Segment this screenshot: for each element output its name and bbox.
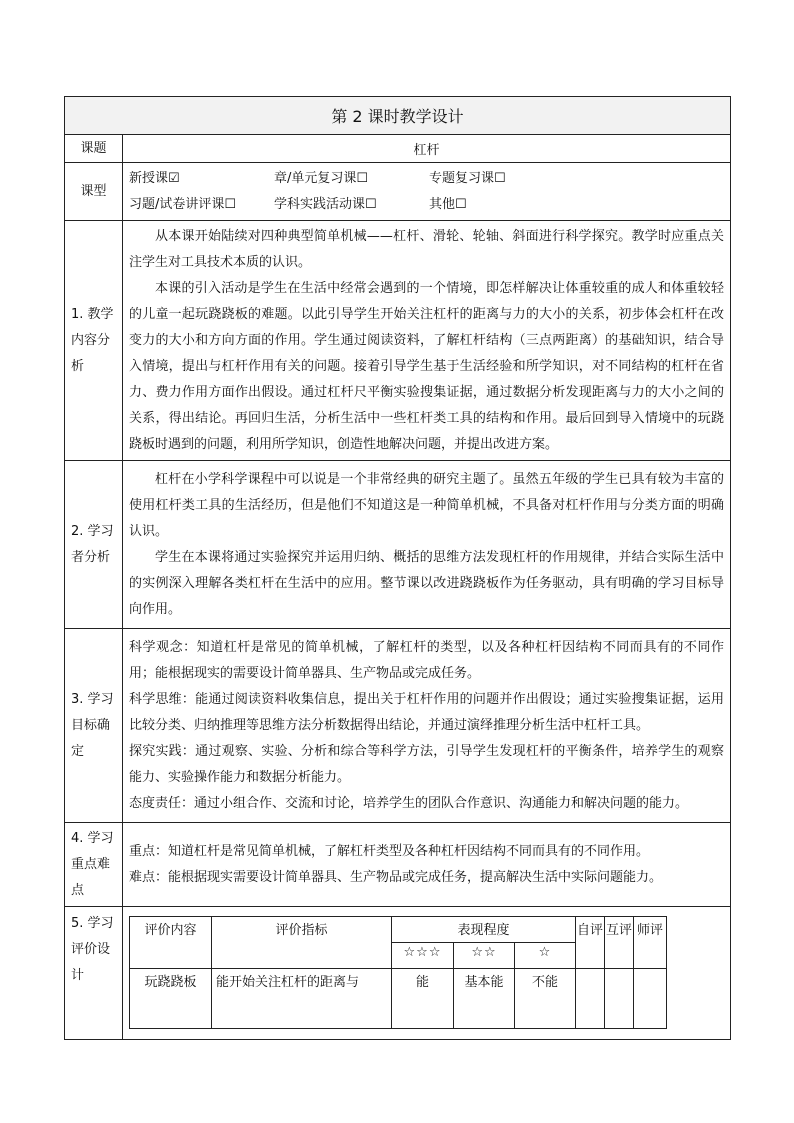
row-mutual-score[interactable] — [605, 969, 634, 1029]
section-label: 4. 学习重点难点 — [65, 823, 123, 907]
paragraph: 科学观念：知道杠杆是常见的简单机械，了解杠杆的类型，以及各种杠杆因结构不同而具有的不同作用；能根据现实的需要设计简单器具、生产物品或完成任务。 — [129, 639, 725, 681]
lesson-type-row — [129, 192, 724, 218]
header-content: 评价内容 — [130, 917, 212, 969]
paragraph: 科学思维：能通过阅读资料收集信息，提出关于杠杆作用的问题并作出假设；通过实验搜集证据，运用比较分类、归纳推理等思维方法分析数据得出结论，并通过演绎推理分析生活中杠杆工具。 — [129, 691, 725, 733]
section-label: 1. 教学内容分析 — [65, 221, 123, 461]
row-self-score[interactable] — [576, 969, 605, 1029]
section-content — [123, 629, 731, 823]
header-self: 自评 — [576, 917, 605, 969]
paragraph: 难点：能根据现实需要设计简单器具、生产物品或完成任务，提高解决生活中实际问题能力。 — [129, 869, 663, 885]
section-content — [123, 461, 731, 629]
paragraph: 态度责任：通过小组合作、交流和讨论，培养学生的团队合作意识、沟通能力和解决问题的能力。 — [129, 795, 689, 811]
header-indicator: 评价指标 — [212, 917, 392, 969]
paragraph: 探究实践：通过观察、实验、分析和综合等科学方法，引导学生发现杠杆的平衡条件，培养学生的观察能力、实验操作能力和数据分析能力。 — [129, 743, 725, 785]
paragraph: 学生在本课将通过实验探究并运用归纳、概括的思维方法发现杠杆的作用规律，并结合实际生活中的实例深入理解各类杠杆在生活中的应用。整节课以改进跷跷板作为任务驱动，具有明确的学习目标导向作用。 — [129, 549, 725, 617]
lesson-type-row — [129, 166, 724, 192]
lesson-plan-page — [64, 96, 730, 1040]
header-performance: 表现程度 — [392, 917, 576, 943]
topic-label: 课题 — [65, 135, 123, 163]
page-title: 第 2 课时教学设计 — [65, 97, 731, 135]
row-indicator: 能开始关注杠杆的距离与 — [212, 969, 392, 1029]
row-level: 基本能 — [454, 969, 515, 1029]
paragraph: 从本课开始陆续对四种典型简单机械——杠杆、滑轮、轮轴、斜面进行科学探究。教学时应重点关注学生对工具技术本质的认识。 — [129, 228, 725, 270]
level-three-stars: ☆☆☆ — [392, 943, 454, 969]
lesson-type-option: 章/单元复习课☐ — [274, 170, 369, 186]
level-two-stars: ☆☆ — [454, 943, 515, 969]
section-content — [123, 823, 731, 907]
header-mutual: 互评 — [605, 917, 634, 969]
paragraph: 本课的引入活动是学生在生活中经常会遇到的一个情境，即怎样解决让体重较重的成人和体重较轻的儿童一起玩跷跷板的难题。以此引导学生开始关注杠杆的距离与力的大小的关系，初步体会杠杆在改变力的大小和方向方面的作用。学生通过阅读资料，了解杠杆结构（三点两距离）的基础知识，结合导入情境，提出与杠杆作用有关的问题。接着引导学生基于生活经验和所学知识，对不同结构的杠杆在省力、费力作用方面作出假设。通过杠杆尺平衡实验搜集证据，通过数据分析发现距离与力的大小之间的关系，得出结论。再回归生活，分析生活中一些杠杆类工具的结构和作用。最后回到导入情境中的玩跷跷板时遇到的问题，利用所学知识，创造性地解决问题，并提出改进方案。 — [129, 280, 725, 452]
section-label: 3. 学习目标确定 — [65, 629, 123, 823]
lesson-type-label: 课型 — [65, 163, 123, 221]
header-teacher: 师评 — [634, 917, 667, 969]
row-level: 能 — [392, 969, 454, 1029]
evaluation-table — [129, 916, 667, 1029]
evaluation-cell — [123, 907, 731, 1040]
paragraph: 重点：知道杠杆是常见简单机械，了解杠杆类型及各种杠杆因结构不同而具有的不同作用。 — [129, 843, 650, 859]
lesson-plan-table — [64, 96, 731, 1040]
lesson-type-option: 学科实践活动课☐ — [274, 196, 377, 212]
lesson-type-options — [123, 163, 731, 221]
row-level: 不能 — [515, 969, 576, 1029]
lesson-type-option: 新授课☑ — [129, 170, 180, 186]
lesson-type-option: 其他☐ — [429, 196, 467, 212]
lesson-type-option: 专题复习课☐ — [429, 170, 506, 186]
section-label: 2. 学习者分析 — [65, 461, 123, 629]
section-label: 5. 学习评价设计 — [65, 907, 123, 1040]
level-one-star: ☆ — [515, 943, 576, 969]
row-teacher-score[interactable] — [634, 969, 667, 1029]
topic-value: 杠杆 — [123, 135, 731, 163]
section-content — [123, 221, 731, 461]
row-content: 玩跷跷板 — [130, 969, 212, 1029]
paragraph: 杠杆在小学科学课程中可以说是一个非常经典的研究主题了。虽然五年级的学生已具有较为丰富的使用杠杆类工具的生活经历，但是他们不知道这是一种简单机械，不具备对杠杆作用与分类方面的明确认识。 — [129, 471, 725, 539]
lesson-type-option: 习题/试卷讲评课☐ — [129, 196, 237, 212]
